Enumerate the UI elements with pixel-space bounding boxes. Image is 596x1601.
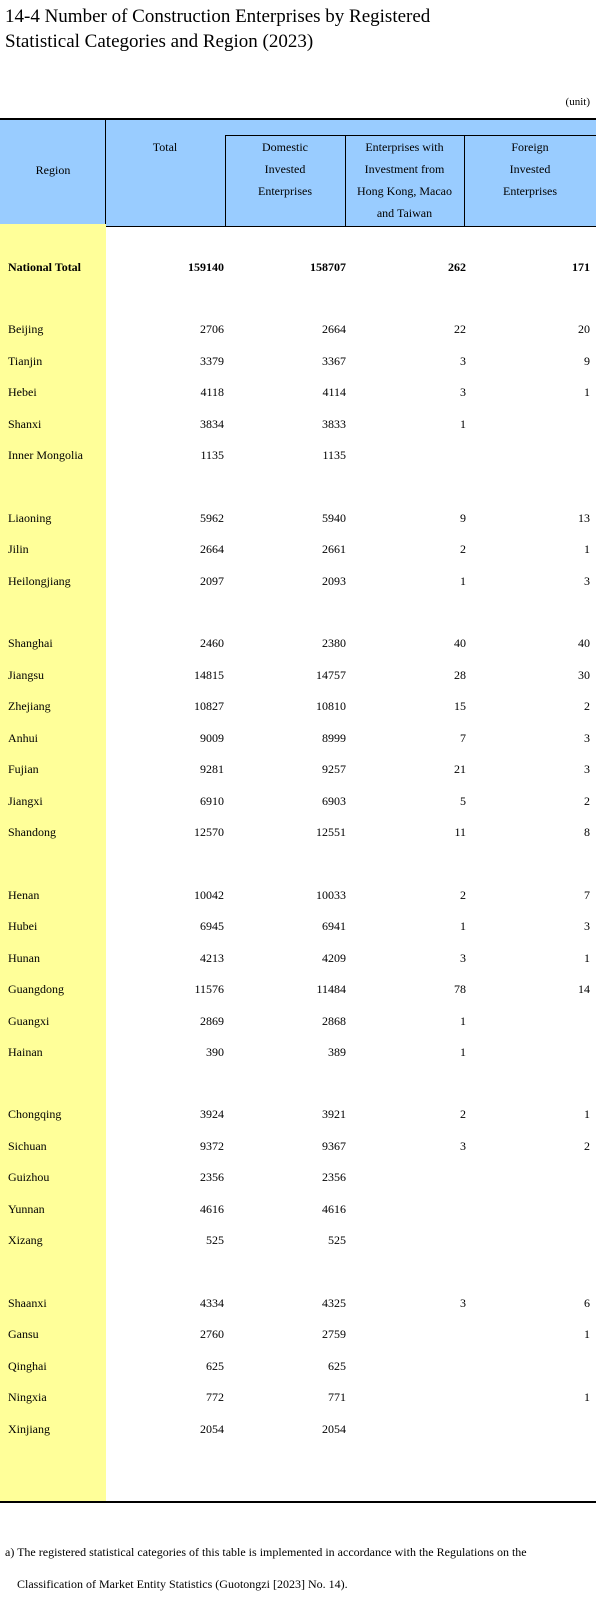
cell-domestic: 11484 bbox=[316, 982, 346, 996]
cell-total: 3924 bbox=[200, 1107, 224, 1121]
cell-hkmt: 78 bbox=[454, 982, 466, 996]
header-total: Total bbox=[152, 140, 178, 154]
cell-foreign: 1 bbox=[584, 1390, 590, 1404]
cell-total: 10827 bbox=[194, 699, 224, 713]
cell-domestic: 6903 bbox=[322, 794, 346, 808]
cell-domestic: 2759 bbox=[322, 1327, 346, 1341]
cell-total: 6910 bbox=[200, 794, 224, 808]
cell-region: Hubei bbox=[8, 919, 38, 933]
cell-total: 4118 bbox=[200, 385, 224, 399]
header-divider bbox=[225, 135, 226, 226]
table-row bbox=[0, 1198, 596, 1220]
cell-foreign: 2 bbox=[584, 1139, 590, 1153]
cell-domestic: 1135 bbox=[322, 448, 346, 462]
cell-total: 525 bbox=[206, 1233, 224, 1247]
cell-region: Hunan bbox=[8, 951, 40, 965]
cell-region: Jiangsu bbox=[8, 668, 44, 682]
table-header bbox=[0, 118, 596, 227]
title-line-1: 14-4 Number of Construction Enterprises by Registered bbox=[5, 6, 431, 27]
cell-total: 2356 bbox=[200, 1170, 224, 1184]
cell-domestic: 2868 bbox=[322, 1014, 346, 1028]
cell-region: Guizhou bbox=[8, 1170, 50, 1184]
cell-hkmt: 5 bbox=[460, 794, 466, 808]
header-hkmt: Enterprises with Investment from Hong Kong, Macao and Taiwan bbox=[357, 140, 452, 220]
cell-foreign: 1 bbox=[584, 385, 590, 399]
table-row bbox=[0, 664, 596, 686]
cell-foreign: 20 bbox=[578, 322, 590, 336]
cell-region: Guangdong bbox=[8, 982, 64, 996]
cell-domestic: 771 bbox=[328, 1390, 346, 1404]
cell-domestic: 9257 bbox=[322, 762, 346, 776]
header-domestic: Domestic Invested Enterprises bbox=[258, 140, 312, 198]
cell-domestic: 158707 bbox=[310, 260, 346, 274]
cell-total: 2760 bbox=[200, 1327, 224, 1341]
cell-total: 10042 bbox=[194, 888, 224, 902]
cell-total: 4616 bbox=[200, 1202, 224, 1216]
table-row bbox=[0, 350, 596, 372]
table-row bbox=[0, 1010, 596, 1032]
table-row bbox=[0, 947, 596, 969]
cell-hkmt: 1 bbox=[460, 1014, 466, 1028]
cell-region: Zhejiang bbox=[8, 699, 51, 713]
table-row bbox=[0, 1166, 596, 1188]
cell-total: 9372 bbox=[200, 1139, 224, 1153]
cell-region: Xinjiang bbox=[8, 1422, 50, 1436]
cell-foreign: 30 bbox=[578, 668, 590, 682]
cell-region: Fujian bbox=[8, 762, 39, 776]
cell-hkmt: 3 bbox=[460, 385, 466, 399]
cell-domestic: 4114 bbox=[322, 385, 346, 399]
cell-foreign: 3 bbox=[584, 731, 590, 745]
cell-hkmt: 7 bbox=[460, 731, 466, 745]
table-row bbox=[0, 444, 596, 466]
table-row bbox=[0, 790, 596, 812]
cell-region: Shanghai bbox=[8, 636, 53, 650]
cell-foreign: 14 bbox=[578, 982, 590, 996]
cell-hkmt: 1 bbox=[460, 919, 466, 933]
table-row bbox=[0, 1292, 596, 1314]
unit-label: (unit) bbox=[565, 96, 590, 108]
table-row bbox=[0, 1041, 596, 1063]
cell-total: 625 bbox=[206, 1359, 224, 1373]
cell-region: Hebei bbox=[8, 385, 37, 399]
cell-region: Hainan bbox=[8, 1045, 43, 1059]
cell-foreign: 3 bbox=[584, 919, 590, 933]
table-row bbox=[0, 695, 596, 717]
cell-foreign: 6 bbox=[584, 1296, 590, 1310]
cell-foreign: 171 bbox=[572, 260, 590, 274]
cell-foreign: 13 bbox=[578, 511, 590, 525]
data-table bbox=[0, 118, 596, 1503]
cell-domestic: 625 bbox=[328, 1359, 346, 1373]
cell-total: 11576 bbox=[194, 982, 224, 996]
footnote-line-1: a) The registered statistical categories of this table is implemented in accordance with the Regulations on the bbox=[5, 1545, 527, 1559]
table-bottom-rule bbox=[0, 1501, 596, 1503]
table-row bbox=[0, 1135, 596, 1157]
table-row bbox=[0, 1418, 596, 1440]
table-row bbox=[0, 256, 596, 278]
cell-region: Inner Mongolia bbox=[8, 448, 83, 462]
cell-region: Ningxia bbox=[8, 1390, 47, 1404]
cell-foreign: 3 bbox=[584, 574, 590, 588]
cell-hkmt: 3 bbox=[460, 1139, 466, 1153]
table-row bbox=[0, 1323, 596, 1345]
cell-region: Sichuan bbox=[8, 1139, 47, 1153]
table-row bbox=[0, 632, 596, 654]
cell-region: Gansu bbox=[8, 1327, 39, 1341]
table-row bbox=[0, 318, 596, 340]
cell-foreign: 1 bbox=[584, 542, 590, 556]
header-divider bbox=[345, 135, 346, 226]
cell-total: 3834 bbox=[200, 417, 224, 431]
cell-hkmt: 2 bbox=[460, 1107, 466, 1121]
cell-hkmt: 2 bbox=[460, 888, 466, 902]
cell-hkmt: 15 bbox=[454, 699, 466, 713]
cell-region: Xizang bbox=[8, 1233, 43, 1247]
cell-foreign: 2 bbox=[584, 699, 590, 713]
cell-hkmt: 9 bbox=[460, 511, 466, 525]
cell-domestic: 5940 bbox=[322, 511, 346, 525]
cell-total: 2706 bbox=[200, 322, 224, 336]
page-title bbox=[5, 4, 430, 54]
cell-domestic: 4209 bbox=[322, 951, 346, 965]
cell-domestic: 2356 bbox=[322, 1170, 346, 1184]
cell-domestic: 3921 bbox=[322, 1107, 346, 1121]
cell-domestic: 2054 bbox=[322, 1422, 346, 1436]
table-row bbox=[0, 884, 596, 906]
cell-hkmt: 28 bbox=[454, 668, 466, 682]
cell-domestic: 4325 bbox=[322, 1296, 346, 1310]
table-row bbox=[0, 570, 596, 592]
footnote-line-2: Classification of Market Entity Statistics (Guotongzi [2023] No. 14). bbox=[17, 1577, 348, 1591]
cell-foreign: 1 bbox=[584, 1327, 590, 1341]
cell-domestic: 2664 bbox=[322, 322, 346, 336]
cell-foreign: 7 bbox=[584, 888, 590, 902]
cell-total: 2460 bbox=[200, 636, 224, 650]
cell-foreign: 8 bbox=[584, 825, 590, 839]
cell-total: 2664 bbox=[200, 542, 224, 556]
cell-domestic: 3367 bbox=[322, 354, 346, 368]
cell-domestic: 12551 bbox=[316, 825, 346, 839]
cell-total: 3379 bbox=[200, 354, 224, 368]
table-row bbox=[0, 758, 596, 780]
cell-hkmt: 2 bbox=[460, 542, 466, 556]
cell-total: 2054 bbox=[200, 1422, 224, 1436]
table-row bbox=[0, 1229, 596, 1251]
cell-region: Guangxi bbox=[8, 1014, 50, 1028]
cell-total: 4334 bbox=[200, 1296, 224, 1310]
cell-hkmt: 3 bbox=[460, 951, 466, 965]
cell-domestic: 10033 bbox=[316, 888, 346, 902]
cell-total: 2097 bbox=[200, 574, 224, 588]
cell-hkmt: 1 bbox=[460, 417, 466, 431]
cell-total: 14815 bbox=[194, 668, 224, 682]
table-row bbox=[0, 381, 596, 403]
cell-region: Anhui bbox=[8, 731, 38, 745]
cell-domestic: 8999 bbox=[322, 731, 346, 745]
table-row bbox=[0, 507, 596, 529]
header-region: Region bbox=[35, 163, 71, 177]
cell-total: 9281 bbox=[200, 762, 224, 776]
cell-hkmt: 1 bbox=[460, 574, 466, 588]
cell-domestic: 6941 bbox=[322, 919, 346, 933]
cell-domestic: 525 bbox=[328, 1233, 346, 1247]
cell-domestic: 3833 bbox=[322, 417, 346, 431]
cell-hkmt: 22 bbox=[454, 322, 466, 336]
cell-domestic: 2661 bbox=[322, 542, 346, 556]
cell-region: Shandong bbox=[8, 825, 56, 839]
cell-total: 772 bbox=[206, 1390, 224, 1404]
cell-domestic: 2380 bbox=[322, 636, 346, 650]
cell-foreign: 9 bbox=[584, 354, 590, 368]
table-row bbox=[0, 538, 596, 560]
header-divider bbox=[225, 135, 596, 136]
table-row bbox=[0, 1355, 596, 1377]
cell-total: 5962 bbox=[200, 511, 224, 525]
cell-domestic: 9367 bbox=[322, 1139, 346, 1153]
cell-region: Liaoning bbox=[8, 511, 52, 525]
cell-region: Chongqing bbox=[8, 1107, 62, 1121]
cell-hkmt: 21 bbox=[454, 762, 466, 776]
cell-region: Jiangxi bbox=[8, 794, 43, 808]
cell-region: National Total bbox=[8, 260, 82, 274]
cell-foreign: 3 bbox=[584, 762, 590, 776]
cell-foreign: 1 bbox=[584, 1107, 590, 1121]
cell-total: 2869 bbox=[200, 1014, 224, 1028]
cell-region: Yunnan bbox=[8, 1202, 45, 1216]
cell-foreign: 1 bbox=[584, 951, 590, 965]
cell-region: Heilongjiang bbox=[8, 574, 71, 588]
table-row bbox=[0, 727, 596, 749]
cell-region: Qinghai bbox=[8, 1359, 47, 1373]
table-row bbox=[0, 978, 596, 1000]
table-row bbox=[0, 1103, 596, 1125]
cell-total: 159140 bbox=[188, 260, 224, 274]
footnote bbox=[5, 1536, 595, 1600]
cell-region: Shaanxi bbox=[8, 1296, 47, 1310]
cell-hkmt: 1 bbox=[460, 1045, 466, 1059]
cell-domestic: 14757 bbox=[316, 668, 346, 682]
table-row bbox=[0, 413, 596, 435]
cell-total: 390 bbox=[206, 1045, 224, 1059]
cell-hkmt: 262 bbox=[448, 260, 466, 274]
cell-total: 12570 bbox=[194, 825, 224, 839]
cell-domestic: 4616 bbox=[322, 1202, 346, 1216]
header-foreign: Foreign Invested Enterprises bbox=[503, 140, 557, 198]
cell-total: 1135 bbox=[200, 448, 224, 462]
cell-foreign: 40 bbox=[578, 636, 590, 650]
cell-total: 9009 bbox=[200, 731, 224, 745]
title-line-2: Statistical Categories and Region (2023) bbox=[5, 31, 314, 52]
cell-hkmt: 3 bbox=[460, 1296, 466, 1310]
table-row bbox=[0, 821, 596, 843]
cell-domestic: 10810 bbox=[316, 699, 346, 713]
cell-hkmt: 11 bbox=[454, 825, 466, 839]
header-divider bbox=[464, 135, 465, 226]
table-row bbox=[0, 915, 596, 937]
cell-total: 6945 bbox=[200, 919, 224, 933]
cell-hkmt: 3 bbox=[460, 354, 466, 368]
cell-region: Jilin bbox=[8, 542, 29, 556]
table-row bbox=[0, 1386, 596, 1408]
cell-region: Tianjin bbox=[8, 354, 43, 368]
cell-region: Henan bbox=[8, 888, 40, 902]
cell-region: Shanxi bbox=[8, 417, 42, 431]
cell-total: 4213 bbox=[200, 951, 224, 965]
cell-domestic: 2093 bbox=[322, 574, 346, 588]
cell-hkmt: 40 bbox=[454, 636, 466, 650]
cell-domestic: 389 bbox=[328, 1045, 346, 1059]
cell-foreign: 2 bbox=[584, 794, 590, 808]
cell-region: Beijing bbox=[8, 322, 44, 336]
